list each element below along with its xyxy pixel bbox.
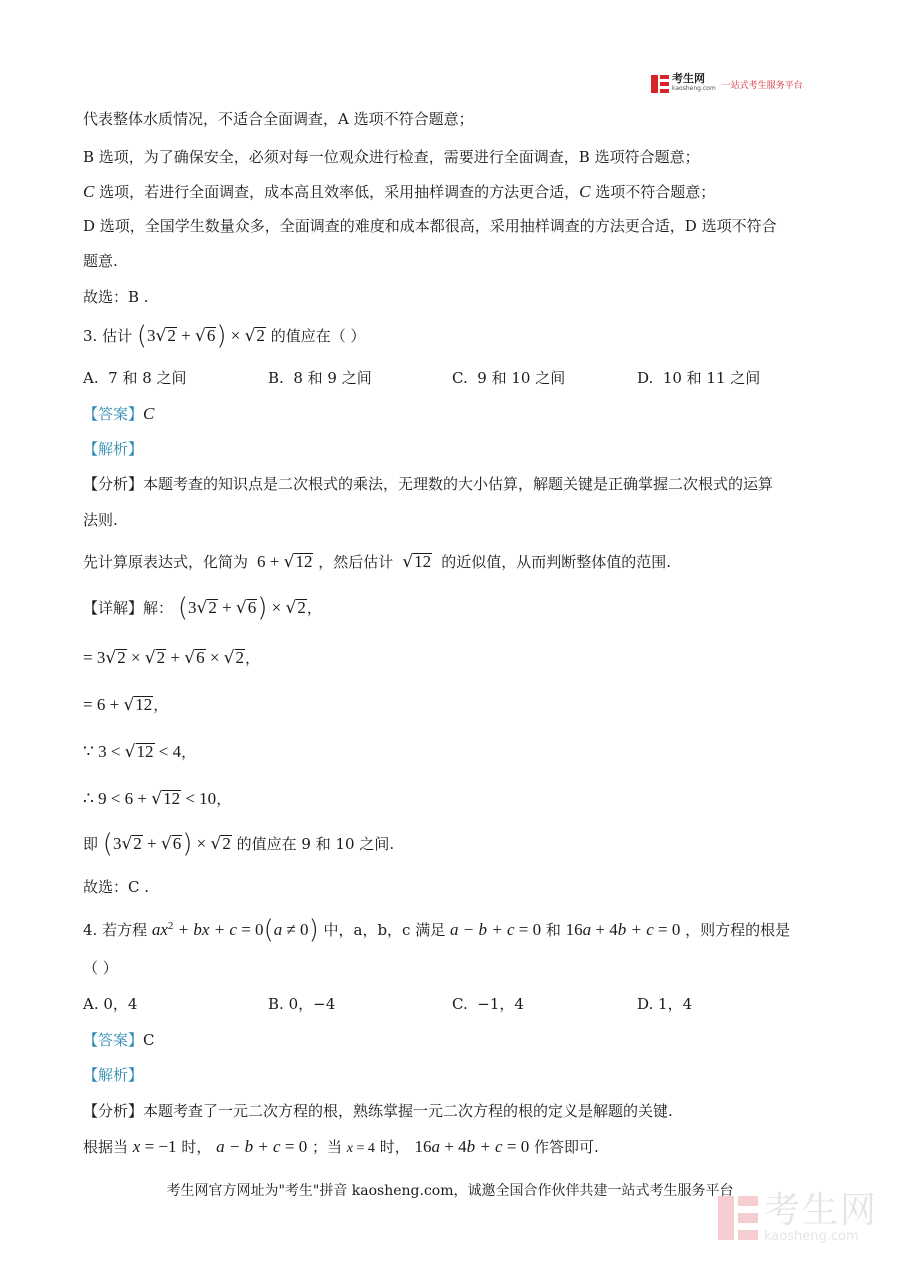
q2-choose: 故选：B . <box>83 288 149 306</box>
q3-option-a: A. 7 和 8 之间 <box>83 369 187 387</box>
q2-line-a: 代表整体水质情况，不适合全面调查，A 选项不符合题意； <box>83 110 474 128</box>
q2-line-d: D 选项，全国学生数量众多，全面调查的难度和成本都很高，采用抽样调查的方法更合适，D 选项不符合 <box>83 217 777 235</box>
kaosheng-watermark-icon <box>718 1196 758 1240</box>
page-footer: 考生网官方网址为"考生"拼音 kaosheng.com，诚邀全国合作伙伴共建一站式考生服务平台 <box>166 1183 734 1199</box>
q3-conclusion: 即 (3√2 + √6) × √2 的值应在 9 和 10 之间. <box>83 829 395 859</box>
q4-answer: 【答案】C <box>83 1031 155 1049</box>
q3-stem: 3. 估计 (3√2 + √6) × √2 的值应在（ ） <box>83 321 366 351</box>
q4-stem: 4. 若方程 $ax^2$ + bx + c = 0(a ≠ 0) 中，a，b，c 满足 a − b + c = 0 和 16a + 4b + c = 0 ，则方程的根是 <box>83 915 791 945</box>
kaosheng-logo-icon <box>651 75 669 93</box>
q3-fenxi: 【分析】本题考查的知识点是二次根式的乘法，无理数的大小估算，解题关键是正确掌握二次根式的运算 <box>83 475 774 493</box>
q3-detail: 【详解】解： (3√2 + √6) × √2， <box>83 593 322 623</box>
q3-step-3: = 6 + √12， <box>83 695 169 715</box>
q3-step-4: ∵ 3 < √12 < 4， <box>83 742 197 762</box>
q4-option-a: A. 0，4 <box>83 995 138 1013</box>
q3-step-5: ∴ 9 < 6 + √12 < 10， <box>83 789 232 809</box>
q3-option-d: D. 10 和 11 之间 <box>637 369 761 387</box>
q4-option-b: B. 0，−4 <box>268 995 336 1013</box>
q3-answer: 【答案】C <box>83 404 155 423</box>
q2-line-c: C 选项，若进行全面调查，成本高且效率低，采用抽样调查的方法更合适，C 选项不符合题意； <box>83 182 716 201</box>
q4-paren: （ ） <box>83 959 118 977</box>
watermark <box>718 1192 878 1244</box>
q4-option-c: C. −1，4 <box>452 995 524 1013</box>
q4-option-d: D. 1，4 <box>637 995 693 1013</box>
q3-step-2: = 3√2 × √2 + √6 × √2， <box>83 648 261 668</box>
logo-name: 考生网 <box>672 72 705 85</box>
q2-line-b: B 选项，为了确保安全，必须对每一位观众进行检查，需要进行全面调查，B 选项符合题意； <box>83 148 700 166</box>
q3-plan: 先计算原表达式，化简为 6 + √12 ，然后估计 √12 的近似值，从而判断整体值的范围. <box>83 552 671 572</box>
q3-analysis-label: 【解析】 <box>83 440 144 458</box>
q4-basis: 根据当 x = −1 时， a − b + c = 0 ；当 x = 4 时， 16a + 4b + c = 0 作答即可. <box>83 1137 599 1156</box>
q3-option-b: B. 8 和 9 之间 <box>268 369 372 387</box>
q3-option-c: C. 9 和 10 之间 <box>452 369 566 387</box>
q3-choose: 故选：C . <box>83 878 150 896</box>
header-slogan: 一站式考生服务平台 <box>721 80 803 91</box>
watermark-name: 考生网 <box>764 1190 879 1231</box>
logo-domain: kaosheng.com <box>672 85 716 92</box>
header-logo <box>651 73 803 95</box>
q2-line-d2: 题意. <box>83 252 118 270</box>
q4-analysis-label: 【解析】 <box>83 1066 144 1084</box>
watermark-domain: kaosheng.com <box>764 1229 859 1244</box>
q4-fenxi: 【分析】本题考查了一元二次方程的根，熟练掌握一元二次方程的根的定义是解题的关键. <box>83 1102 673 1120</box>
q3-fenxi-2: 法则. <box>83 511 118 529</box>
